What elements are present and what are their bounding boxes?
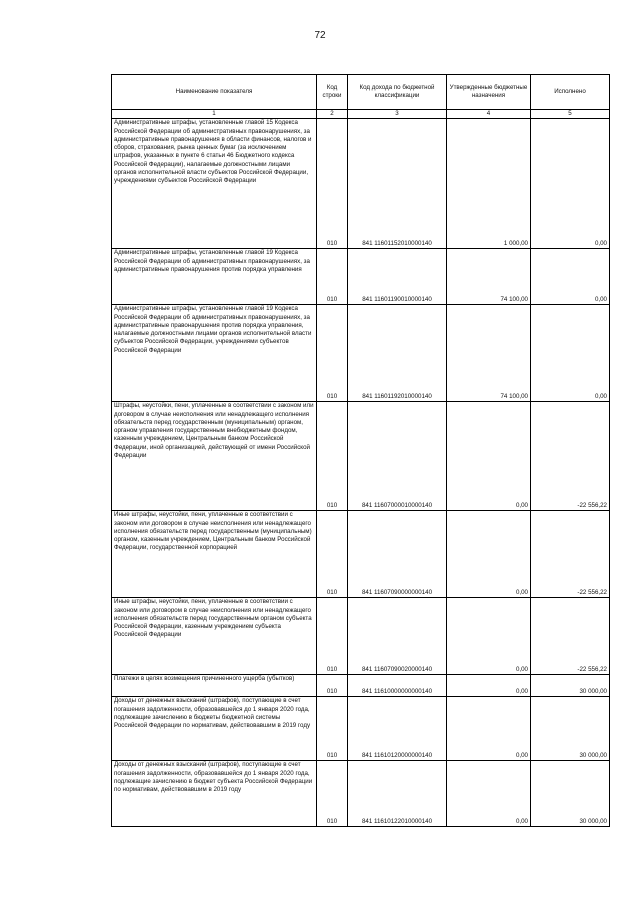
header-revenue-code: Код дохода по бюджетной классификации [348,75,447,110]
executed-amount: 0,00 [531,249,610,305]
approved-amount: 0,00 [447,761,531,827]
indicator-name: Административные штрафы, установленные главой 15 Кодекса Российской Федерации об административных правонарушениях, за административные правонарушения в области финансов, налогов и сборов, страхования, рынка ценных бумаг (за исключением штрафов, указанных в пункте 6 статьи 46 Бюджетного кодекса Российской Федерации), налагаемые должностными лицами органов исполнительной власти субъектов Российской Федерации, учреждениями субъектов Российской Федерации [112,119,317,249]
header-executed: Исполнено [531,75,610,110]
header-approved: Утвержденные бюджетные назначения [447,75,531,110]
executed-amount: -22 556,22 [531,511,610,598]
line-code: 010 [317,675,348,697]
header-row [112,75,610,110]
executed-amount: 0,00 [531,305,610,402]
table-row [112,402,610,511]
line-code: 010 [317,511,348,598]
approved-amount: 0,00 [447,402,531,511]
approved-amount: 0,00 [447,511,531,598]
table-row [112,119,610,249]
table-row [112,697,610,761]
column-number: 2 [317,110,348,119]
table-row [112,675,610,697]
approved-amount: 1 000,00 [447,119,531,249]
table-row [112,761,610,827]
line-code: 010 [317,305,348,402]
header-name: Наименование показателя [112,75,317,110]
line-code: 010 [317,249,348,305]
executed-amount: -22 556,22 [531,598,610,675]
revenue-code: 841 11607000010000140 [348,402,447,511]
revenue-code: 841 11610122010000140 [348,761,447,827]
indicator-name: Доходы от денежных взысканий (штрафов), поступающие в счет погашения задолженности, образовавшейся до 1 января 2020 года, подлежащие зачислению в бюджеты бюджетной системы Российской Федерации по нормативам, действовавшим в 2019 году [112,697,317,761]
approved-amount: 74 100,00 [447,305,531,402]
line-code: 010 [317,697,348,761]
line-code: 010 [317,598,348,675]
column-number: 4 [447,110,531,119]
revenue-code: 841 11601152010000140 [348,119,447,249]
line-code: 010 [317,761,348,827]
executed-amount: 0,00 [531,119,610,249]
approved-amount: 0,00 [447,598,531,675]
indicator-name: Административные штрафы, установленные главой 19 Кодекса Российской Федерации об административных правонарушениях, за административные правонарушения против порядка управления, налагаемые должностными лицами органов исполнительной власти субъектов Российской Федерации, учреждениями субъектов Российской Федерации [112,305,317,402]
revenue-code: 841 11601190010000140 [348,249,447,305]
indicator-name: Иные штрафы, неустойки, пени, уплаченные в соответствии с законом или договором в случае неисполнения или ненадлежащего исполнения обязательств перед государственным (муниципальным) органом, казенным учреждением, Центральным банком Российской Федерации, государственной корпорацией [112,511,317,598]
executed-amount: 30 000,00 [531,697,610,761]
executed-amount: 30 000,00 [531,761,610,827]
revenue-code: 841 11610000000000140 [348,675,447,697]
table-row [112,598,610,675]
header-line-code: Код строки [317,75,348,110]
table-row [112,511,610,598]
executed-amount: 30 000,00 [531,675,610,697]
revenue-code: 841 11607090020000140 [348,598,447,675]
column-number: 3 [348,110,447,119]
revenue-code: 841 11601192010000140 [348,305,447,402]
indicator-name: Административные штрафы, установленные главой 19 Кодекса Российской Федерации об административных правонарушениях, за административные правонарушения против порядка управления [112,249,317,305]
line-code: 010 [317,119,348,249]
revenue-code: 841 11610120000000140 [348,697,447,761]
executed-amount: -22 556,22 [531,402,610,511]
table-row [112,305,610,402]
table-row [112,249,610,305]
column-number: 5 [531,110,610,119]
revenue-table [111,74,610,827]
indicator-name: Доходы от денежных взысканий (штрафов), поступающие в счет погашения задолженности, образовавшейся до 1 января 2020 года, подлежащие зачислению в бюджет субъекта Российской Федерации по нормативам, действовавшим в 2019 году [112,761,317,827]
column-number: 1 [112,110,317,119]
column-number-row [112,110,610,119]
indicator-name: Иные штрафы, неустойки, пени, уплаченные в соответствии с законом или договором в случае неисполнения или ненадлежащего исполнения обязательств перед государственным органом субъекта Российской Федерации, казенным учреждением субъекта Российской Федерации [112,598,317,675]
indicator-name: Платежи в целях возмещения причиненного ущерба (убытков) [112,675,317,697]
approved-amount: 0,00 [447,675,531,697]
indicator-name: Штрафы, неустойки, пени, уплаченные в соответствии с законом или договором в случае неисполнения или ненадлежащего исполнения обязательств перед государственным (муниципальным) органом, органом управления государственным внебюджетным фондом, казенным учреждением, Центральным банком Российской Федерации, иной организацией, действующей от имени Российской Федерации [112,402,317,511]
approved-amount: 74 100,00 [447,249,531,305]
line-code: 010 [317,402,348,511]
approved-amount: 0,00 [447,697,531,761]
page-number: 72 [314,30,326,41]
revenue-code: 841 11607090000000140 [348,511,447,598]
